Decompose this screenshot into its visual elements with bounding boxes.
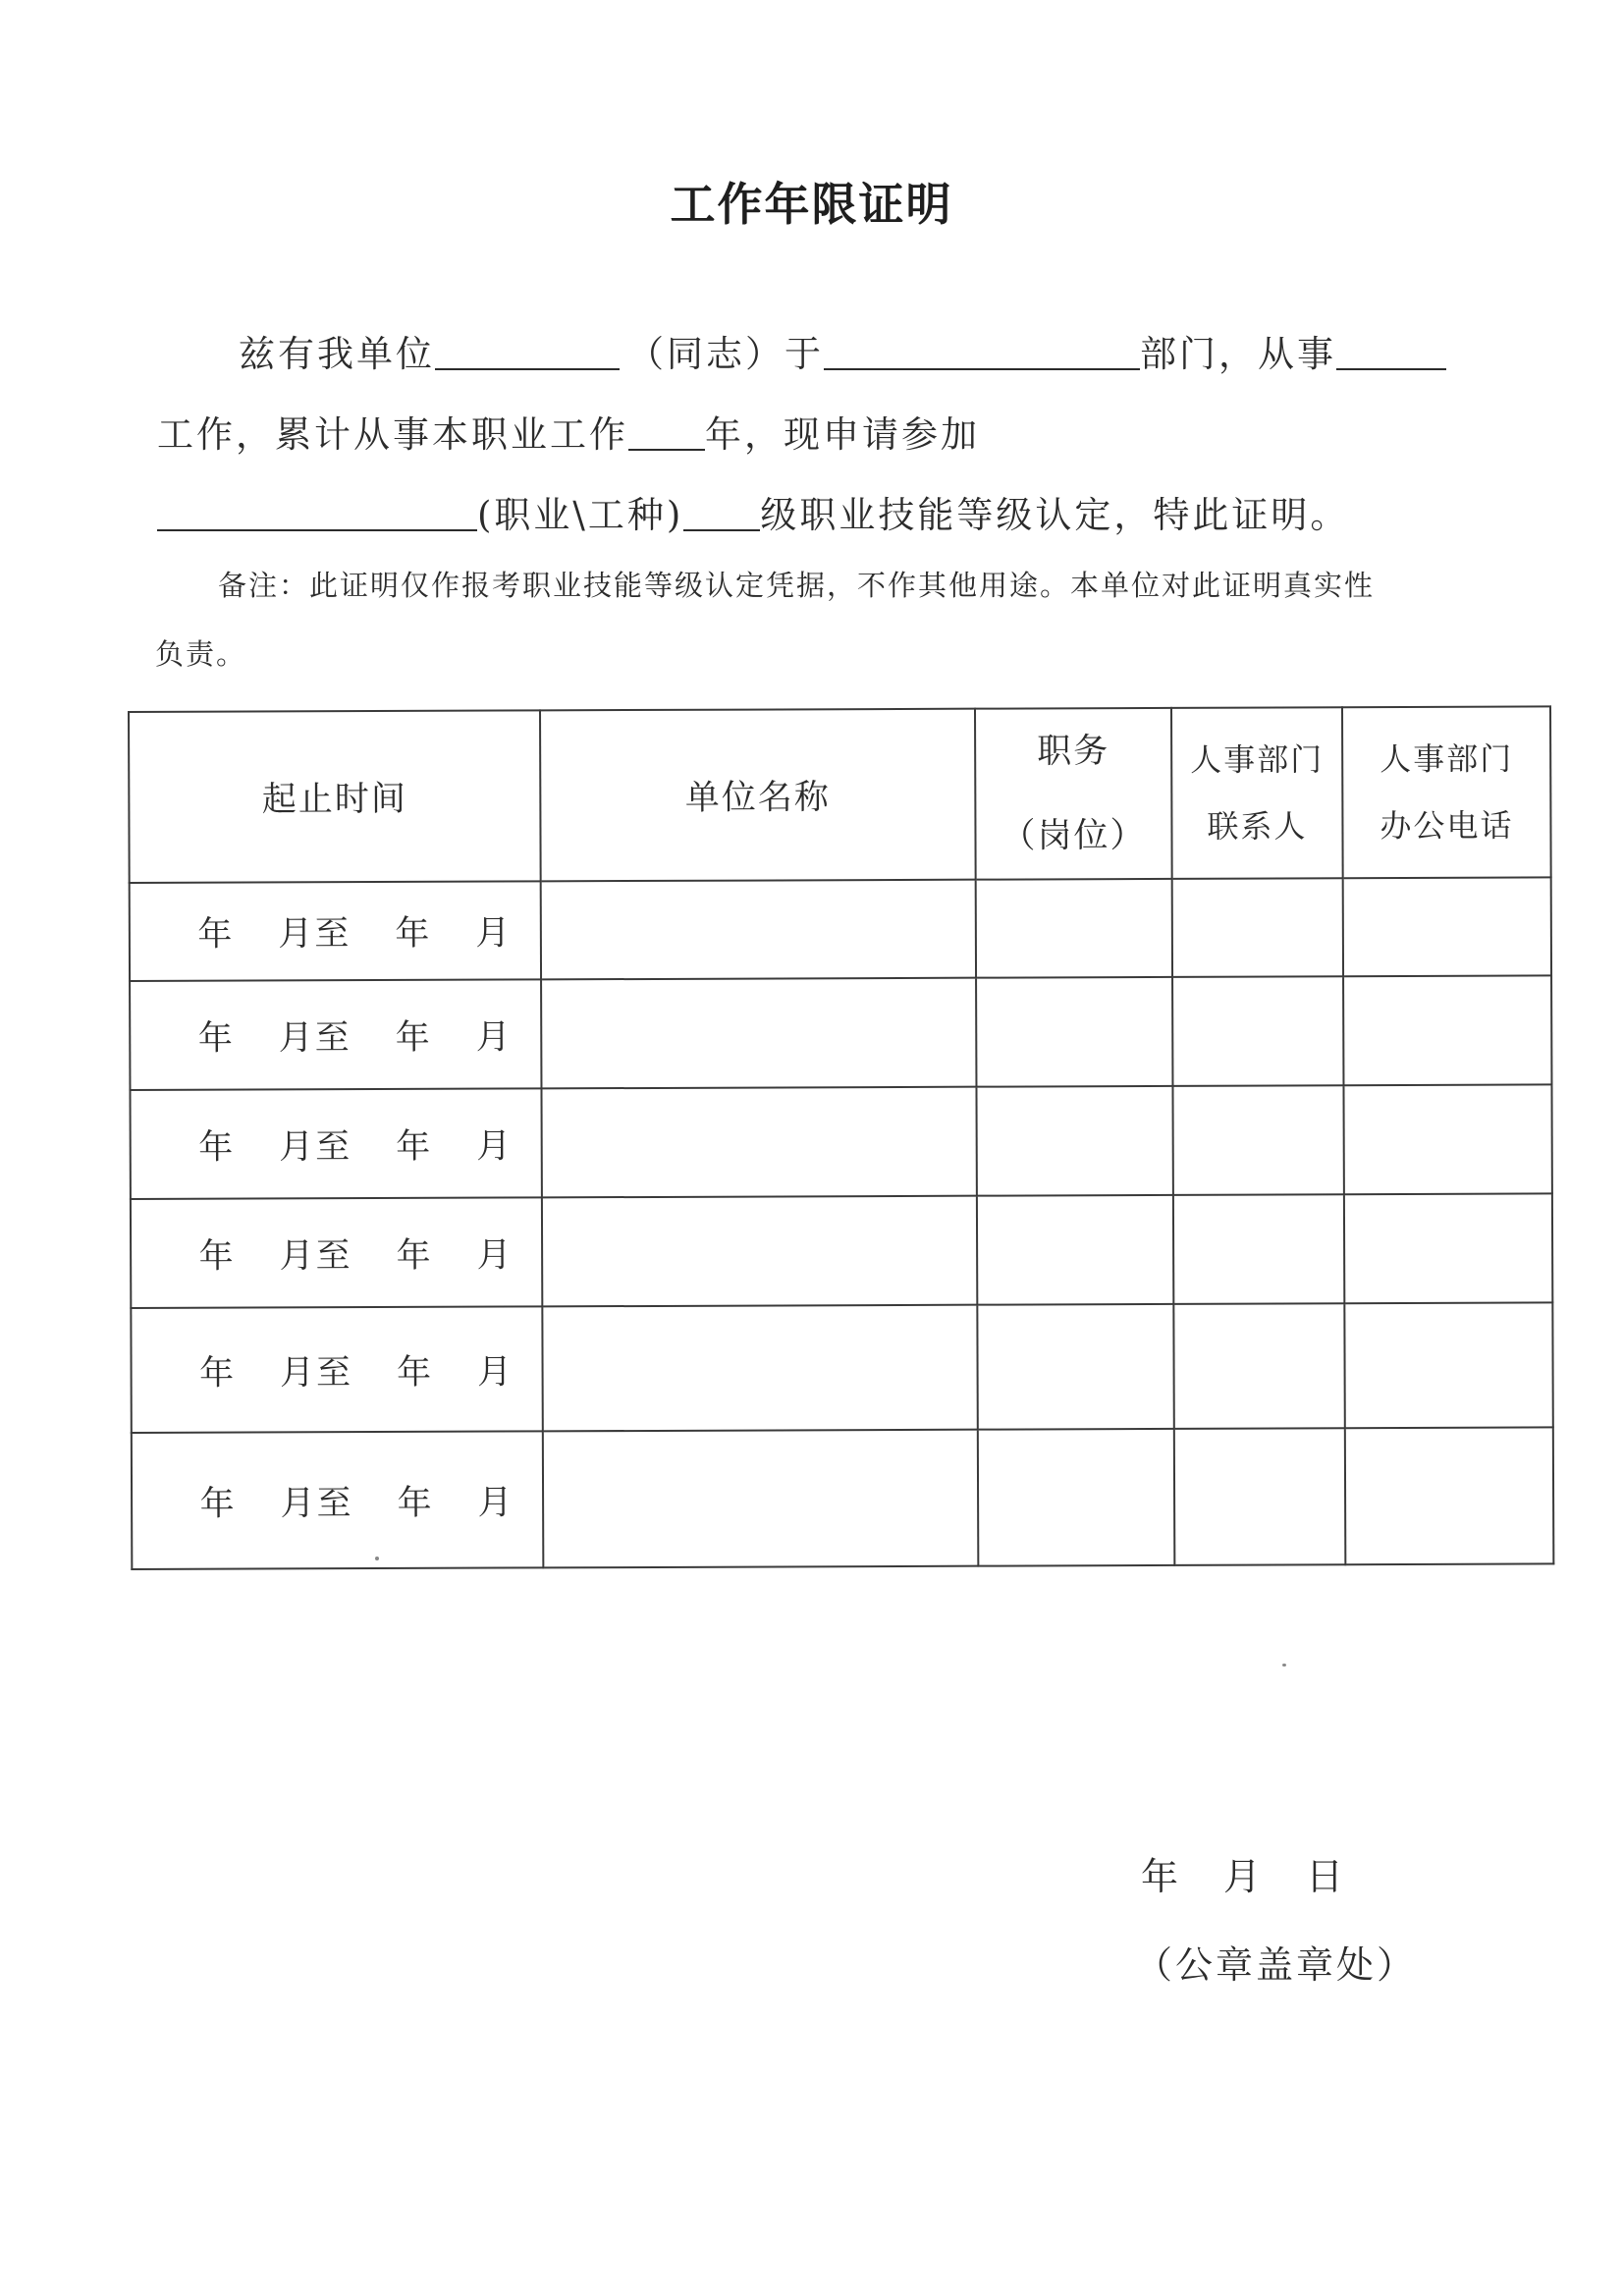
scan-speck: [375, 1557, 379, 1560]
position-cell[interactable]: [976, 1086, 1172, 1196]
hr-contact-cell[interactable]: [1172, 1085, 1343, 1195]
header-hr-contact-line2: 联系人: [1207, 807, 1308, 846]
document-title: 工作年限证明: [670, 178, 953, 231]
unit-name-cell[interactable]: [542, 1305, 977, 1432]
header-hr-contact-line1: 人事部门: [1190, 740, 1325, 779]
position-cell[interactable]: [976, 879, 1172, 978]
position-cell[interactable]: [977, 1304, 1173, 1430]
hr-phone-cell[interactable]: [1343, 975, 1551, 1085]
month-to-label: 月至: [280, 1483, 353, 1523]
body-line-2: [157, 405, 980, 458]
name-blank[interactable]: [435, 329, 620, 370]
body-line-3: [157, 485, 1349, 538]
table-row: [132, 1427, 1554, 1569]
month-to-label: 月至: [278, 914, 352, 955]
month-label: 月: [476, 1351, 514, 1393]
year-label: 年: [395, 1017, 432, 1058]
table-header-row: [129, 706, 1551, 883]
position-cell[interactable]: [978, 1429, 1175, 1566]
scan-speck: [1282, 1664, 1286, 1667]
note-line-1: 备注：此证明仅作报考职业技能等级认定凭据，不作其他用途。本单位对此证明真实性: [218, 569, 1376, 602]
position-cell[interactable]: [977, 1195, 1173, 1305]
table-row: [130, 877, 1551, 981]
work-history-table: [128, 705, 1554, 1570]
signature-date: [1141, 1846, 1388, 1900]
month-label: 月: [477, 1482, 514, 1523]
hr-contact-cell[interactable]: [1172, 878, 1343, 977]
hr-contact-cell[interactable]: [1174, 1428, 1346, 1565]
year-label: 年: [396, 1235, 433, 1276]
month-label: 月: [476, 1234, 514, 1276]
department-blank[interactable]: [824, 329, 1140, 370]
hr-phone-cell[interactable]: [1343, 1084, 1551, 1194]
position-cell[interactable]: [976, 977, 1172, 1087]
body-text: 年，现申请参加: [705, 413, 980, 456]
work-type-blank[interactable]: [1336, 329, 1446, 370]
body-text: 工作，累计从事本职业工作: [157, 413, 628, 456]
year-label: 年: [395, 913, 432, 954]
month-to-label: 月至: [279, 1235, 352, 1276]
header-hr-phone-line2: 办公电话: [1380, 806, 1514, 846]
period-cell[interactable]: [130, 979, 541, 1090]
table-row: [131, 1193, 1552, 1308]
hr-phone-cell[interactable]: [1343, 877, 1551, 976]
period-cell[interactable]: [131, 1306, 542, 1433]
body-text: 兹有我单位: [239, 333, 435, 375]
body-text: 部门，从事: [1140, 333, 1336, 375]
year-label: 年: [198, 1236, 236, 1277]
year-label: 年: [197, 914, 235, 955]
header-hr-phone: [1342, 706, 1551, 878]
year-label: 年: [396, 1352, 434, 1393]
header-position-line1: 职务: [1037, 732, 1110, 772]
occupation-blank[interactable]: [157, 490, 477, 531]
unit-name-cell[interactable]: [541, 1087, 976, 1198]
date-month-label: 月: [1223, 1855, 1264, 1898]
month-label: 月: [476, 1125, 514, 1167]
year-label: 年: [199, 1484, 237, 1524]
month-to-label: 月至: [279, 1352, 353, 1393]
header-hr-contact: [1171, 707, 1343, 879]
header-hr-phone-line1: 人事部门: [1380, 739, 1514, 779]
period-cell[interactable]: [130, 1088, 541, 1199]
year-label: 年: [199, 1353, 237, 1394]
body-text: （同志）于: [627, 333, 824, 375]
month-to-label: 月至: [278, 1017, 352, 1058]
unit-name-cell[interactable]: [543, 1430, 979, 1568]
hr-phone-cell[interactable]: [1345, 1427, 1554, 1564]
unit-name-cell[interactable]: [541, 880, 976, 980]
hr-contact-cell[interactable]: [1172, 976, 1343, 1086]
hr-contact-cell[interactable]: [1173, 1194, 1344, 1304]
year-label: 年: [198, 1127, 236, 1168]
body-line-1: [239, 324, 1446, 377]
hr-phone-cell[interactable]: [1344, 1302, 1552, 1428]
year-label: 年: [197, 1018, 235, 1059]
header-period: 起止时间: [129, 710, 541, 883]
years-blank[interactable]: [628, 410, 705, 451]
header-position-line2: （岗位）: [1001, 816, 1147, 856]
table-row: [130, 975, 1551, 1090]
period-cell[interactable]: [132, 1431, 544, 1569]
table-row: [131, 1302, 1552, 1433]
month-label: 月: [475, 913, 513, 954]
period-cell[interactable]: [131, 1197, 542, 1308]
note-line-2: 负责。: [155, 637, 247, 671]
period-cell[interactable]: [130, 881, 541, 981]
header-unit-name: 单位名称: [540, 709, 976, 882]
month-label: 月: [475, 1016, 513, 1058]
date-day-label: 日: [1306, 1855, 1346, 1898]
body-text: 级职业技能等级认定，特此证明。: [760, 494, 1350, 536]
table-row: [130, 1084, 1551, 1199]
header-position: [975, 708, 1172, 880]
unit-name-cell[interactable]: [542, 1196, 977, 1307]
unit-name-cell[interactable]: [541, 978, 976, 1089]
year-label: 年: [397, 1483, 434, 1523]
hr-phone-cell[interactable]: [1344, 1193, 1552, 1303]
level-blank[interactable]: [683, 490, 760, 531]
year-label: 年: [396, 1126, 433, 1167]
official-seal-placeholder: （公章盖章处）: [1135, 1943, 1418, 1987]
hr-contact-cell[interactable]: [1173, 1303, 1344, 1429]
date-year-label: 年: [1141, 1855, 1181, 1898]
body-text: (职业\工种): [477, 494, 684, 536]
month-to-label: 月至: [279, 1126, 352, 1167]
